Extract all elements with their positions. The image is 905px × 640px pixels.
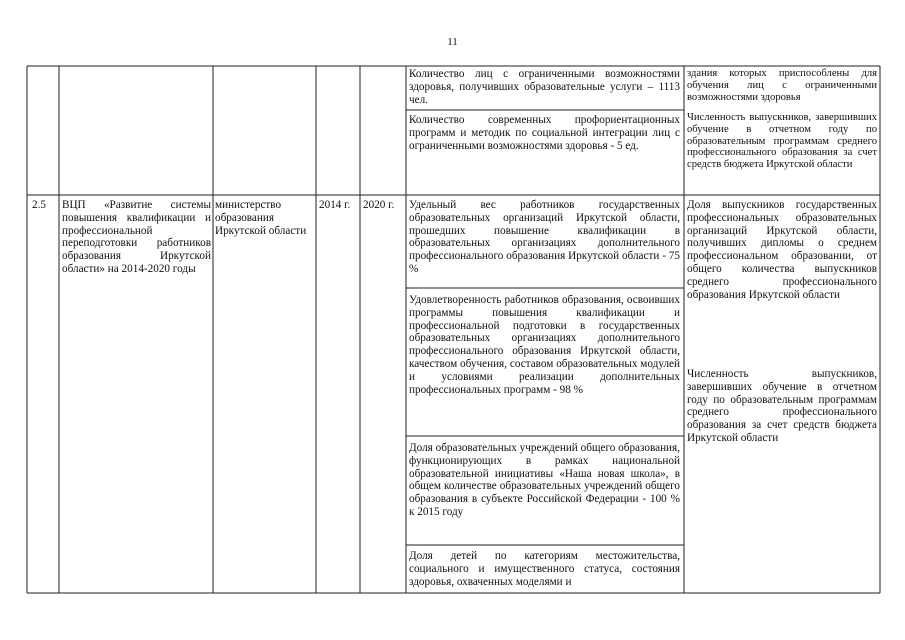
indicator-cell: Доля детей по категориям местожительства, социального и имущественного статуса, состояния здоровья, охваченных моделями и — [409, 550, 680, 588]
page-number: 11 — [447, 36, 458, 48]
program-name: ВЦП «Развитие системы повышения квалификации и профессиональной переподготовки работников образования Иркутской области» на 2014-2020 годы — [62, 199, 211, 275]
indicator-cell: Количество современных профориентационных программ и методик по социальной интеграции лиц с ограниченными возможностями здоровья - 5 ед. — [409, 114, 680, 152]
row-number: 2.5 — [32, 199, 46, 211]
indicator-cell: Удельный вес работников государственных образовательных организаций Иркутской области, прошедших повышение квалификации в образовательных организациях дополнительного профессионального образования Иркутской области - 75 % — [409, 199, 680, 275]
year-start-cell: 2014 г. — [319, 199, 351, 211]
result-cell: Численность выпускников, завершивших обучение в отчетном году по образовательным программам среднего профессионального образования за счет средств бюджета Иркутской области — [687, 368, 877, 444]
indicator-cell: Количество лиц с ограниченными возможностями здоровья, получивших образовательные услуги – 1113 чел. — [409, 68, 680, 106]
indicator-cell: Удовлетворенность работников образования, освоивших программы повышения квалификации и профессиональной подготовки в государственных образовательных организациях дополнительного профессионального образования Иркутской области, качеством обучения, составом образовательных модулей и условиями реализации дополнительных профессиональных программ - 98 % — [409, 294, 680, 396]
indicator-cell: Доля образовательных учреждений общего образования, функционирующих в рамках национальной образовательной инициативы «Наша новая школа», в общем количестве образовательных учреждений общего образования в субъекте Российской Федерации - 100 % к 2015 году — [409, 442, 680, 518]
result-cell: Доля выпускников государственных профессиональных образовательных организаций Иркутской области, получивших дипломы о среднем профессиональном образовании, от общего количества выпускников среднего профессионального образования Иркутской области — [687, 199, 877, 301]
result-cell: здания которых приспособлены для обучения лиц с ограниченными возможностями здоровья — [687, 68, 877, 103]
year-end-cell: 2020 г. — [363, 199, 395, 211]
executor-cell: министерство образования Иркутской области — [215, 199, 307, 237]
result-cell: Численность выпускников, завершивших обучение в отчетном году по образовательным программам среднего профессионального образования за счет средств бюджета Иркутской области — [687, 112, 877, 171]
